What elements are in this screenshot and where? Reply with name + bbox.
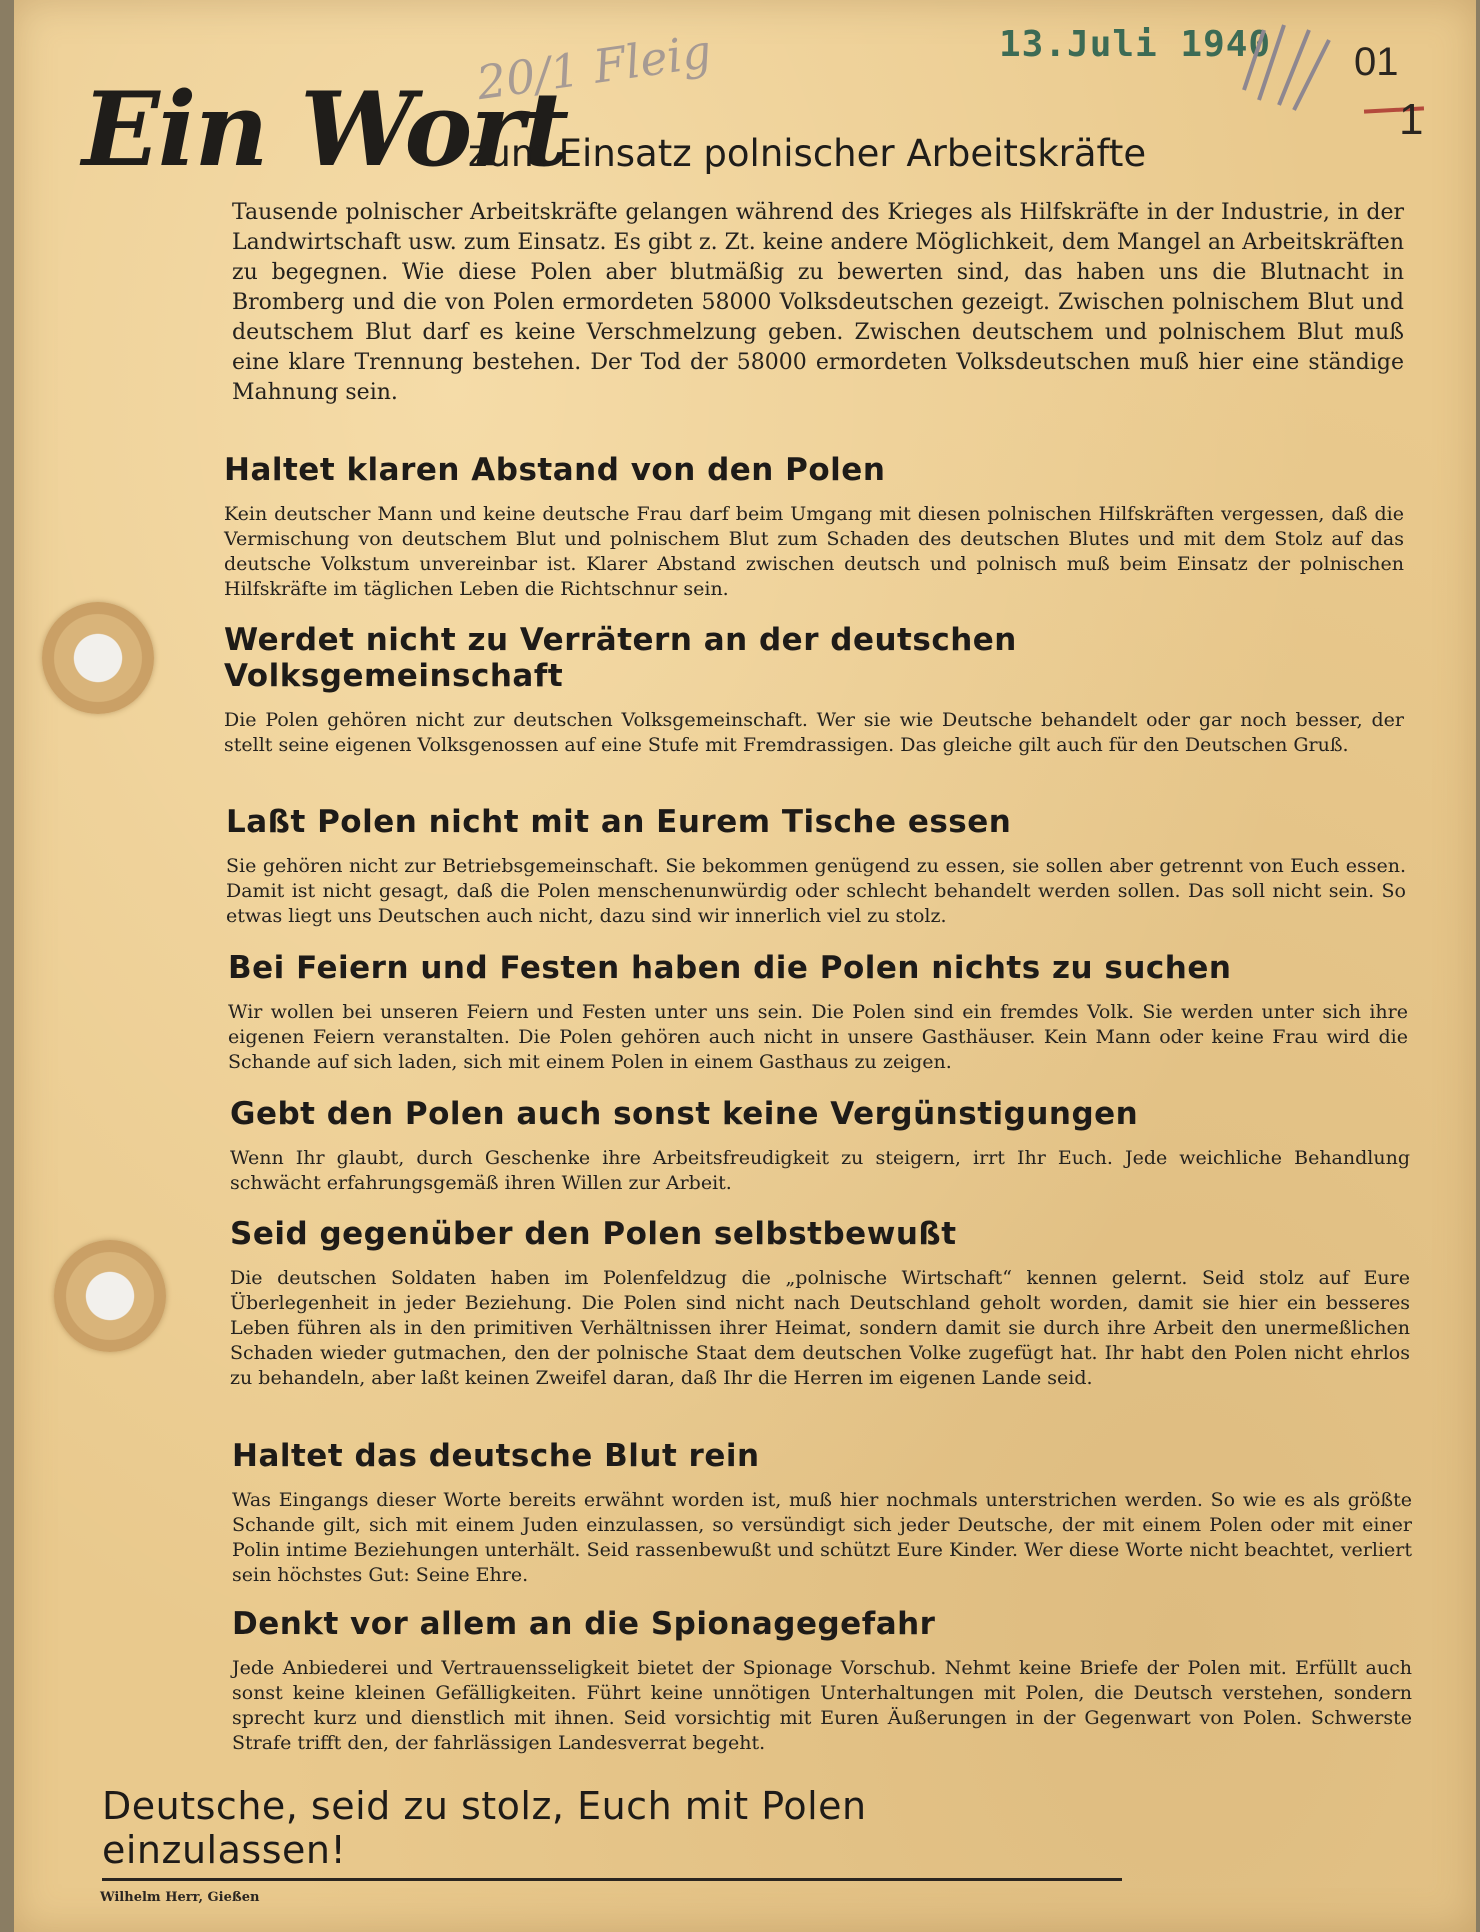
section-body: Was Eingangs dieser Worte bereits erwähnt worden ist, muß hier nochmals unterstrichen werden. So wie es als größte Schande gilt, sich mit einem Juden einzulassen, so versündigt sich jeder Deutsche, der mit einem Polen oder mit einer Polin intime Beziehungen unterhält. Seid rassenbewußt und schützt Eure Kinder. Wer diese Worte nicht beachtet, verliert sein höchstes Gut: Seine Ehre. xyxy=(232,1489,1412,1586)
section-body: Sie gehören nicht zur Betriebsgemeinschaft. Sie bekommen genügend zu essen, sie sollen aber getrennt von Euch essen. Damit ist nicht gesagt, daß die Polen menschenunwürdig oder schlecht behandelt werden sollen. Das soll nicht sein. So etwas liegt uns Deutschen auch nicht, dazu sind wir innerlich viel zu stolz. xyxy=(226,855,1406,927)
section-abstand xyxy=(224,452,1404,602)
section-body: Kein deutscher Mann und keine deutsche Frau darf beim Umgang mit diesen polnischen Hilfskräften vergessen, daß die Vermischung von deutschem Blut und polnischem Blut zum Schaden des deutschen Blutes und mit dem Stolz auf das deutsche Volkstum unvereinbar ist. Klarer Abstand zwischen deutsch und polnisch muß beim Einsatz der polnischen Hilfskräfte im täglichen Leben die Richtschnur sein. xyxy=(224,503,1404,600)
section-heading: Laßt Polen nicht mit an Eurem Tische essen xyxy=(226,804,1012,840)
intro-paragraph: Tausende polnischer Arbeitskräfte gelangen während des Krieges als Hilfskräfte in der Industrie, in der Landwirtschaft usw. zum Einsatz. Es gibt z. Zt. keine andere Möglichkeit, dem Mangel an Arbeitskräften zu begegnen. Wie diese Polen aber blutmäßig zu bewerten sind, das haben uns die Blutnacht in Bromberg und die von Polen ermordeten 58000 Volksdeutschen gezeigt. Zwischen polnischem Blut und deutschem Blut darf es keine Verschmelzung geben. Zwischen deutschem und polnischem Blut muß eine klare Trennung bestehen. Der Tod der 58000 ermordeten Volksdeutschen muß hier eine ständige Mahnung sein. xyxy=(232,200,1404,405)
document-number: 01 xyxy=(1354,40,1399,84)
handwritten-note: 20/1 Fleig xyxy=(473,23,715,111)
section-heading: Haltet klaren Abstand von den Polen xyxy=(224,452,886,488)
section-selbstbewusst xyxy=(230,1216,1410,1391)
section-body: Die deutschen Soldaten haben im Polenfeldzug die „polnische Wirtschaft“ kennen gelernt. Seid stolz auf Eure Überlegenheit in jeder Beziehung. Die Polen sind nicht nach Deutschland geholt worden, damit sie hier ein besseres Leben führen als in den primitiven Verhältnissen ihrer Heimat, sondern damit sie durch ihre Arbeit den unermeßlichen Schaden wieder gutmachen, den der polnische Staat dem deutschen Volke zugefügt hat. Ihr habt den Polen nicht ehrlos zu behandeln, aber laßt keinen Zweifel daran, daß Ihr die Herren im eigenen Lande seid. xyxy=(230,1267,1410,1389)
section-heading: Bei Feiern und Festen haben die Polen nichts zu suchen xyxy=(228,950,1232,986)
section-blut xyxy=(232,1438,1412,1588)
punch-hole-bottom xyxy=(54,1240,166,1352)
punch-hole-top xyxy=(42,602,154,714)
section-tische xyxy=(226,804,1406,929)
section-body: Die Polen gehören nicht zur deutschen Volksgemeinschaft. Wer sie wie Deutsche behandelt oder gar noch besser, der stellt seine eigenen Volksgenossen auf eine Stufe mit Fremdrassigen. Das gleiche gilt auch für den Deutschen Gruß. xyxy=(224,709,1404,756)
section-heading: Seid gegenüber den Polen selbstbewußt xyxy=(230,1216,957,1252)
section-heading: Denkt vor allem an die Spionagegefahr xyxy=(232,1606,936,1642)
section-spionage xyxy=(232,1606,1412,1756)
section-verraeter xyxy=(224,622,1404,758)
closing-slogan: Deutsche, seid zu stolz, Euch mit Polen einzulassen! xyxy=(102,1784,1122,1881)
page-number: 1 xyxy=(1399,95,1424,144)
page-subtitle: zum Einsatz polnischer Arbeitskräfte xyxy=(468,132,1147,175)
page-title: Ein Wort xyxy=(82,70,568,190)
section-heading: Gebt den Polen auch sonst keine Vergünstigungen xyxy=(230,1096,1139,1132)
section-verguenstigungen xyxy=(230,1096,1410,1196)
section-heading: Werdet nicht zu Verrätern an der deutschen Volksgemeinschaft xyxy=(224,622,1017,694)
section-heading: Haltet das deutsche Blut rein xyxy=(232,1438,760,1474)
section-body: Wir wollen bei unseren Feiern und Festen unter uns sein. Die Polen sind ein fremdes Volk. Sie werden unter sich ihre eigenen Feiern veranstalten. Die Polen gehören auch nicht in unsere Gasthäuser. Kein Mann oder keine Frau wird die Schande auf sich laden, sich mit einem Polen in einem Gasthaus zu zeigen. xyxy=(228,1001,1408,1073)
header xyxy=(82,70,1382,200)
date-stamp: 13.Juli 1940 xyxy=(999,24,1272,65)
printer-imprint: Wilhelm Herr, Gießen xyxy=(100,1890,260,1905)
section-body: Jede Anbiederei und Vertrauensseligkeit bietet der Spionage Vorschub. Nehmt keine Briefe der Polen mit. Erfüllt auch sonst keine kleinen Gefälligkeiten. Führt keine unnötigen Unterhaltungen mit Polen, die Deutsch verstehen, sondern sprecht kurz und dienstlich mit ihnen. Seid vorsichtig mit Euren Äußerungen in der Gegenwart von Polen. Schwerste Strafe trifft den, der fahrlässigen Landesverrat begeht. xyxy=(232,1657,1412,1754)
section-body: Wenn Ihr glaubt, durch Geschenke ihre Arbeitsfreudigkeit zu steigern, irrt Ihr Euch. Jede weichliche Behandlung schwächt erfahrungsgemäß ihren Willen zur Arbeit. xyxy=(230,1147,1410,1194)
section-feiern xyxy=(228,950,1408,1075)
document-page xyxy=(14,0,1476,1932)
